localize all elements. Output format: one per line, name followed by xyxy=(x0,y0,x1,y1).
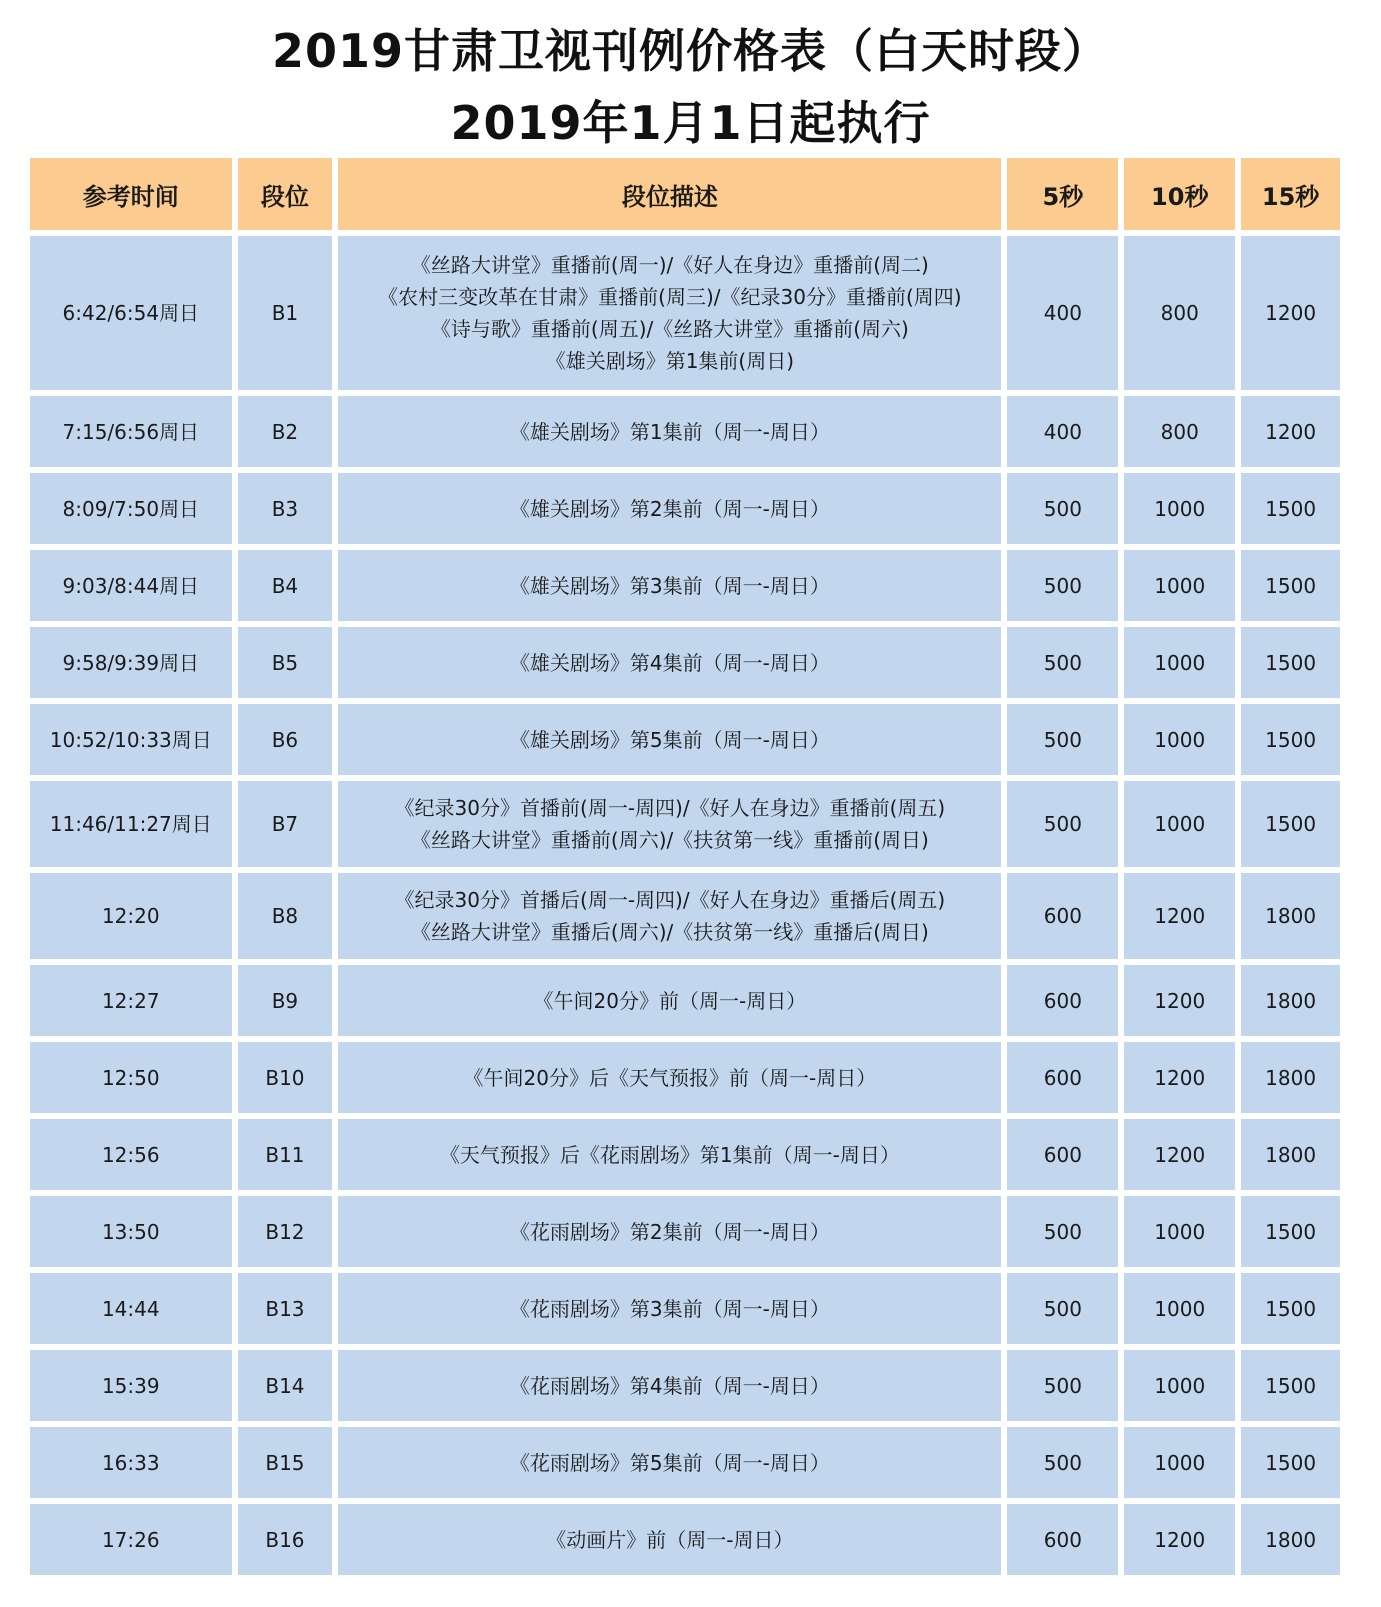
cell-time: 9:58/9:39周日 xyxy=(30,627,232,698)
cell-desc xyxy=(338,236,1001,390)
cell-price-10s: 1000 xyxy=(1124,781,1235,867)
table-row xyxy=(30,1196,1340,1267)
header-15s: 15秒 xyxy=(1241,158,1340,230)
page-title: 2019甘肃卫视刊例价格表（白天时段） xyxy=(271,24,1110,78)
desc-line: 《纪录30分》首播前(周一-周四)/《好人在身边》重播前(周五) xyxy=(394,796,946,820)
table-row xyxy=(30,396,1340,467)
cell-slot: B12 xyxy=(238,1196,333,1267)
page-title-block xyxy=(0,18,1381,156)
table-row xyxy=(30,781,1340,867)
cell-price-10s: 1200 xyxy=(1124,1042,1235,1113)
cell-price-10s: 1000 xyxy=(1124,1196,1235,1267)
desc-line: 《天气预报》后《花雨剧场》第1集前（周一-周日） xyxy=(439,1142,900,1167)
cell-price-10s: 1000 xyxy=(1124,473,1235,544)
desc-line: 《午间20分》后《天气预报》前（周一-周日） xyxy=(463,1065,877,1090)
cell-time: 6:42/6:54周日 xyxy=(30,236,232,390)
header-desc: 段位描述 xyxy=(338,158,1001,230)
header-5s: 5秒 xyxy=(1007,158,1118,230)
cell-slot: B7 xyxy=(238,781,333,867)
price-table-container xyxy=(30,158,1352,1575)
cell-time: 12:27 xyxy=(30,965,232,1036)
cell-slot: B5 xyxy=(238,627,333,698)
header-10s: 10秒 xyxy=(1124,158,1235,230)
header-time: 参考时间 xyxy=(30,158,232,230)
cell-price-15s: 1200 xyxy=(1241,236,1340,390)
cell-time: 12:20 xyxy=(30,873,232,959)
cell-time: 8:09/7:50周日 xyxy=(30,473,232,544)
cell-price-15s: 1800 xyxy=(1241,873,1340,959)
cell-price-15s: 1500 xyxy=(1241,781,1340,867)
cell-slot: B15 xyxy=(238,1427,333,1498)
header-slot: 段位 xyxy=(238,158,333,230)
desc-line: 《花雨剧场》第3集前（周一-周日） xyxy=(509,1296,830,1321)
cell-slot: B4 xyxy=(238,550,333,621)
desc-line: 《雄关剧场》第1集前(周日) xyxy=(545,349,795,373)
cell-desc xyxy=(338,550,1001,621)
cell-price-10s: 1200 xyxy=(1124,873,1235,959)
cell-price-10s: 1200 xyxy=(1124,965,1235,1036)
cell-price-10s: 1000 xyxy=(1124,1350,1235,1421)
cell-price-5s: 500 xyxy=(1007,1273,1118,1344)
desc-line: 《花雨剧场》第5集前（周一-周日） xyxy=(509,1450,830,1475)
cell-desc xyxy=(338,781,1001,867)
cell-desc xyxy=(338,965,1001,1036)
cell-slot: B1 xyxy=(238,236,333,390)
cell-price-5s: 400 xyxy=(1007,396,1118,467)
table-body xyxy=(30,236,1340,1575)
cell-price-5s: 500 xyxy=(1007,550,1118,621)
desc-line: 《花雨剧场》第4集前（周一-周日） xyxy=(509,1373,830,1398)
desc-line: 《雄关剧场》第2集前（周一-周日） xyxy=(509,496,830,521)
cell-slot: B13 xyxy=(238,1273,333,1344)
desc-line: 《雄关剧场》第4集前（周一-周日） xyxy=(509,650,830,675)
desc-line: 《午间20分》前（周一-周日） xyxy=(533,988,807,1013)
cell-slot: B3 xyxy=(238,473,333,544)
cell-desc xyxy=(338,396,1001,467)
cell-slot: B2 xyxy=(238,396,333,467)
table-row xyxy=(30,1273,1340,1344)
table-row xyxy=(30,473,1340,544)
cell-desc xyxy=(338,704,1001,775)
table-row xyxy=(30,965,1340,1036)
cell-price-5s: 500 xyxy=(1007,704,1118,775)
cell-time: 12:50 xyxy=(30,1042,232,1113)
cell-price-10s: 800 xyxy=(1124,396,1235,467)
cell-desc xyxy=(338,1504,1001,1575)
cell-time: 11:46/11:27周日 xyxy=(30,781,232,867)
cell-desc xyxy=(338,1119,1001,1190)
cell-slot: B10 xyxy=(238,1042,333,1113)
desc-line: 《雄关剧场》第3集前（周一-周日） xyxy=(509,573,830,598)
cell-slot: B6 xyxy=(238,704,333,775)
desc-line: 《雄关剧场》第5集前（周一-周日） xyxy=(509,727,830,752)
cell-slot: B9 xyxy=(238,965,333,1036)
cell-price-10s: 1200 xyxy=(1124,1504,1235,1575)
cell-price-15s: 1500 xyxy=(1241,1196,1340,1267)
cell-price-15s: 1500 xyxy=(1241,473,1340,544)
cell-desc xyxy=(338,473,1001,544)
cell-price-5s: 600 xyxy=(1007,1042,1118,1113)
cell-price-10s: 1000 xyxy=(1124,1427,1235,1498)
cell-time: 15:39 xyxy=(30,1350,232,1421)
cell-desc xyxy=(338,1042,1001,1113)
cell-price-10s: 1000 xyxy=(1124,550,1235,621)
cell-price-15s: 1800 xyxy=(1241,1042,1340,1113)
cell-price-10s: 1000 xyxy=(1124,704,1235,775)
cell-price-10s: 800 xyxy=(1124,236,1235,390)
cell-desc xyxy=(338,627,1001,698)
cell-desc xyxy=(338,1427,1001,1498)
cell-slot: B16 xyxy=(238,1504,333,1575)
table-row xyxy=(30,627,1340,698)
cell-time: 14:44 xyxy=(30,1273,232,1344)
cell-price-15s: 1500 xyxy=(1241,704,1340,775)
cell-price-10s: 1000 xyxy=(1124,1273,1235,1344)
cell-price-15s: 1200 xyxy=(1241,396,1340,467)
cell-slot: B8 xyxy=(238,873,333,959)
cell-slot: B14 xyxy=(238,1350,333,1421)
cell-price-5s: 500 xyxy=(1007,1196,1118,1267)
cell-price-10s: 1000 xyxy=(1124,627,1235,698)
table-row xyxy=(30,873,1340,959)
cell-price-5s: 500 xyxy=(1007,627,1118,698)
cell-price-15s: 1800 xyxy=(1241,1119,1340,1190)
cell-desc xyxy=(338,1273,1001,1344)
cell-price-5s: 500 xyxy=(1007,1427,1118,1498)
cell-price-5s: 600 xyxy=(1007,1119,1118,1190)
price-table xyxy=(24,152,1346,1581)
cell-price-5s: 600 xyxy=(1007,965,1118,1036)
desc-line: 《丝路大讲堂》重播前(周六)/《扶贫第一线》重播前(周日) xyxy=(410,828,929,852)
cell-time: 16:33 xyxy=(30,1427,232,1498)
cell-price-15s: 1500 xyxy=(1241,1350,1340,1421)
cell-time: 10:52/10:33周日 xyxy=(30,704,232,775)
table-header-row xyxy=(30,158,1340,230)
table-row xyxy=(30,1042,1340,1113)
cell-desc xyxy=(338,1196,1001,1267)
cell-price-15s: 1800 xyxy=(1241,965,1340,1036)
cell-price-15s: 1800 xyxy=(1241,1504,1340,1575)
table-row xyxy=(30,550,1340,621)
cell-price-15s: 1500 xyxy=(1241,550,1340,621)
cell-desc xyxy=(338,873,1001,959)
desc-line: 《农村三变改革在甘肃》重播前(周三)/《纪录30分》重播前(周四) xyxy=(378,285,962,309)
table-row xyxy=(30,1427,1340,1498)
desc-line: 《丝路大讲堂》重播后(周六)/《扶贫第一线》重播后(周日) xyxy=(410,920,929,944)
cell-time: 12:56 xyxy=(30,1119,232,1190)
table-row xyxy=(30,1350,1340,1421)
desc-line: 《动画片》前（周一-周日） xyxy=(546,1527,794,1552)
desc-line: 《花雨剧场》第2集前（周一-周日） xyxy=(509,1219,830,1244)
cell-price-15s: 1500 xyxy=(1241,1427,1340,1498)
table-row xyxy=(30,1504,1340,1575)
effective-date-title: 2019年1月1日起执行 xyxy=(450,96,931,150)
cell-price-5s: 500 xyxy=(1007,1350,1118,1421)
desc-line: 《丝路大讲堂》重播前(周一)/《好人在身边》重播前(周二) xyxy=(410,253,929,277)
cell-price-5s: 500 xyxy=(1007,473,1118,544)
cell-price-5s: 600 xyxy=(1007,1504,1118,1575)
cell-time: 17:26 xyxy=(30,1504,232,1575)
desc-line: 《诗与歌》重播前(周五)/《丝路大讲堂》重播前(周六) xyxy=(430,317,909,341)
table-row xyxy=(30,1119,1340,1190)
cell-time: 7:15/6:56周日 xyxy=(30,396,232,467)
table-row xyxy=(30,236,1340,390)
table-row xyxy=(30,704,1340,775)
cell-price-15s: 1500 xyxy=(1241,627,1340,698)
cell-time: 13:50 xyxy=(30,1196,232,1267)
cell-time: 9:03/8:44周日 xyxy=(30,550,232,621)
desc-line: 《纪录30分》首播后(周一-周四)/《好人在身边》重播后(周五) xyxy=(394,888,946,912)
cell-desc xyxy=(338,1350,1001,1421)
cell-price-10s: 1200 xyxy=(1124,1119,1235,1190)
cell-price-5s: 400 xyxy=(1007,236,1118,390)
cell-slot: B11 xyxy=(238,1119,333,1190)
desc-line: 《雄关剧场》第1集前（周一-周日） xyxy=(509,419,830,444)
cell-price-5s: 600 xyxy=(1007,873,1118,959)
cell-price-15s: 1500 xyxy=(1241,1273,1340,1344)
cell-price-5s: 500 xyxy=(1007,781,1118,867)
